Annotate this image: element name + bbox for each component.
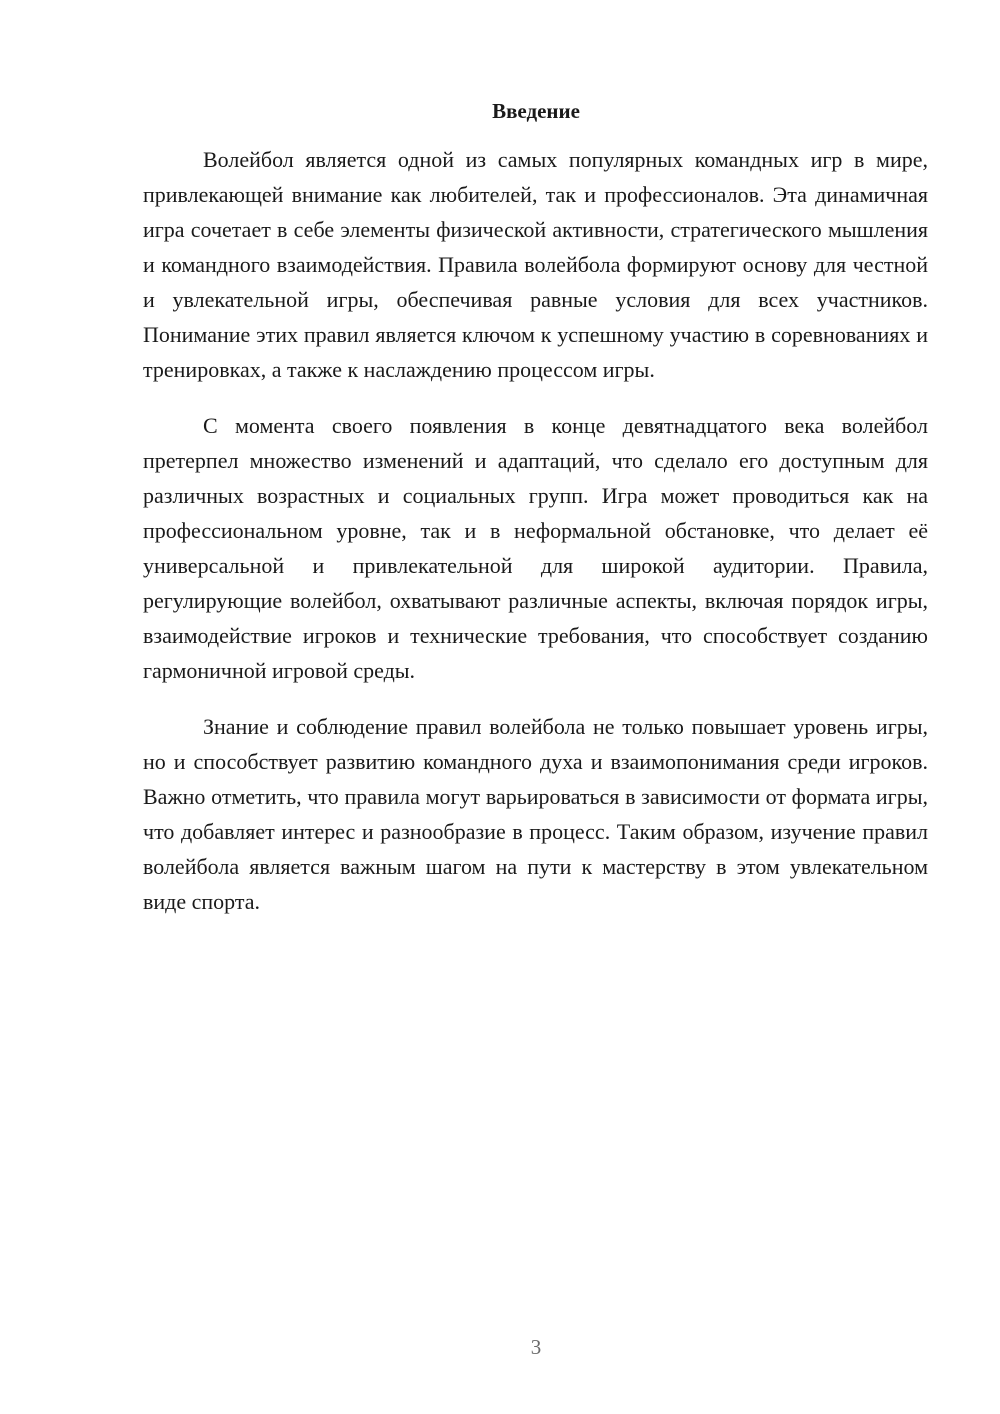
page-number: 3 <box>530 1335 542 1359</box>
paragraph-1: Волейбол является одной из самых популярных командных игр в мире, привлекающей внимание как любителей, так и профессионалов. Эта динамичная игра сочетает в себе элементы физической активности, стратегического мышления и командного взаимодействия. Правила волейбола формируют основу для честной и увлекательной игры, обеспечивая равные условия для всех участников. Понимание этих правил является ключом к успешному участию в соревнованиях и тренировках, а также к наслаждению процессом игры. <box>143 147 928 382</box>
paragraph-2: С момента своего появления в конце девятнадцатого века волейбол претерпел множество изменений и адаптаций, что сделало его доступным для различных возрастных и социальных групп. Игра может проводиться как на профессиональном уровне, так и в неформальной обстановке, что делает её универсальной и привлекательной для широкой аудитории. Правила, регулирующие волейбол, охватывают различные аспекты, включая порядок игры, взаимодействие игроков и технические требования, что способствует созданию гармоничной игровой среды. <box>143 413 928 683</box>
paragraph-3: Знание и соблюдение правил волейбола не только повышает уровень игры, но и способствует развитию командного духа и взаимопонимания среди игроков. Важно отметить, что правила могут варьироваться в зависимости от формата игры, что добавляет интерес и разнообразие в процесс. Таким образом, изучение правил волейбола является важным шагом на пути к мастерству в этом увлекательном виде спорта. <box>143 714 928 914</box>
page-title: Введение <box>492 99 580 123</box>
body-text <box>143 142 928 940</box>
